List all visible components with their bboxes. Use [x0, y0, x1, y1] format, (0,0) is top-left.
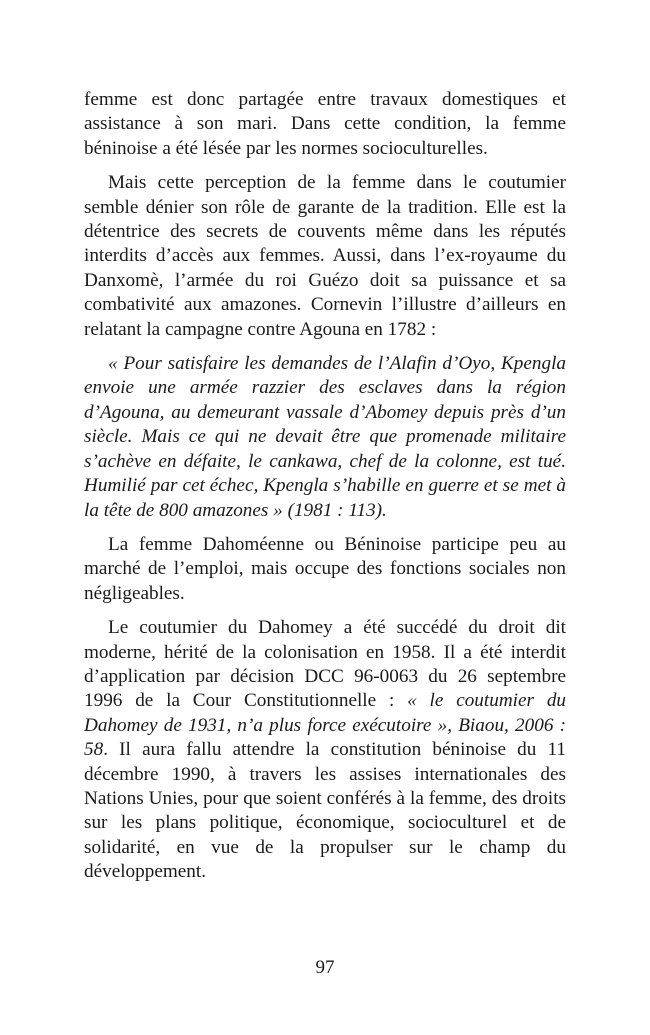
page-number: 97	[315, 957, 335, 978]
paragraph-2: Mais cette perception de la femme dans le coutumier semble dénier son rôle de garante de la tradition. Elle est la détentrice des secrets de couvents même dans les réputés interdits d’accès aux femmes. Aussi, dans l’ex-royaume du Danxomè, l’armée du roi Guézo doit sa puissance et sa combativité aux amazones. Cornevin l’illustre d’ailleurs en relatant la campagne contre Agouna en 1782 :	[84, 172, 566, 340]
block-quote: « Pour satisfaire les demandes de l’Alafin d’Oyo, Kpengla envoie une armée razzier des esclaves dans la région d’Agouna, au demeurant vassale d’Abomey depuis près d’un siècle. Mais ce qui ne devait être que promenade militaire s’achève en défaite, le cankawa, chef de la colonne, est tué. Humilié par cet échec, Kpengla s’habille en guerre et se met à la tête de 800 amazones » (1981 : 113).	[84, 353, 566, 521]
page-body	[84, 88, 566, 895]
paragraph-3: La femme Dahoméenne ou Béninoise participe peu au marché de l’emploi, mais occupe des fonctions sociales non négligeables.	[84, 533, 566, 604]
paragraph-4	[84, 616, 566, 884]
paragraph-4-text-b: . Il aura fallu attendre la constitution béninoise du 11 décembre 1990, à travers les assises internationales des Nations Unies, pour que soient conférés à la femme, des droits sur les plans politique, économique, socioculturel et de solidarité, en vue de la propulser sur le champ du développement.	[84, 739, 566, 883]
paragraph-4-text-a: Le coutumier du Dahomey a été succédé du droit dit moderne, hérité de la colonisation en 1958. Il a été interdit d’application par décision DCC 96-0063 du 26 septembre 1996 de la Cour Constitutionnelle :	[84, 617, 566, 712]
paragraph-1: femme est donc partagée entre travaux domestiques et assistance à son mari. Dans cette condition, la femme béninoise a été lésée par les normes socioculturelles.	[84, 89, 566, 159]
inline-quote: « le coutumier du Dahomey de 1931, n’a plus force exécutoire », Biaou, 2006 : 58	[84, 690, 567, 761]
